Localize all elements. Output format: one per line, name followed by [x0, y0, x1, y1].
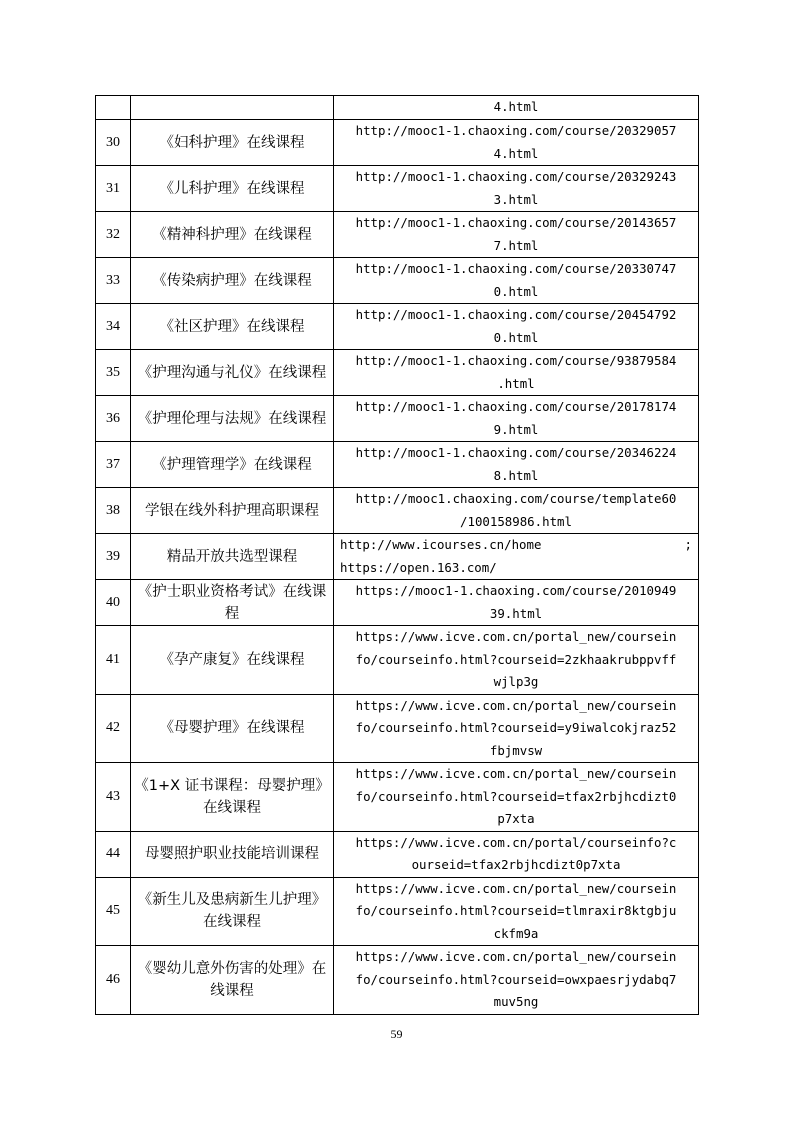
course-url — [334, 396, 699, 442]
url-line: fo/courseinfo.html?courseid=owxpaesrjydabq7 — [355, 971, 677, 987]
url-line: fo/courseinfo.html?courseid=y9iwalcokjraz52 — [355, 720, 677, 735]
row-number: 44 — [96, 831, 131, 877]
course-url — [334, 258, 699, 304]
url-line: http://mooc1-1.chaoxing.com/course/20178174 — [355, 399, 677, 414]
url-line: http://mooc1-1.chaoxing.com/course/20329057 — [355, 123, 677, 138]
url-line: https://www.icve.com.cn/portal/courseinfo?c — [355, 834, 677, 850]
table-row — [96, 442, 699, 488]
url-line: fo/courseinfo.html?courseid=tfax2rbjhcdizt0 — [355, 788, 677, 804]
table-row — [96, 946, 699, 1015]
url-line: https://www.icve.com.cn/portal_new/coursein — [355, 766, 677, 781]
course-name: 《新生儿及患病新生儿护理》在线课程 — [131, 877, 334, 946]
table-row — [96, 626, 699, 695]
url-line: http://mooc1-1.chaoxing.com/course/20143657 — [355, 215, 677, 230]
row-number: 30 — [96, 120, 131, 166]
course-name: 《传染病护理》在线课程 — [131, 258, 334, 304]
row-number: 46 — [96, 946, 131, 1015]
table-row — [96, 488, 699, 534]
url-line: https://open.163.com/ — [340, 559, 497, 575]
course-table — [95, 95, 699, 1015]
row-number: 41 — [96, 626, 131, 695]
url-line: 0.html — [493, 329, 539, 345]
row-number: 45 — [96, 877, 131, 946]
course-name: 《儿科护理》在线课程 — [131, 166, 334, 212]
course-url — [334, 580, 699, 626]
course-name: 《妇科护理》在线课程 — [131, 120, 334, 166]
table-row — [96, 166, 699, 212]
url-line: https://www.icve.com.cn/portal_new/coursein — [355, 949, 677, 964]
url-line: wjlp3g — [493, 674, 539, 689]
table-row — [96, 534, 699, 580]
course-url — [334, 442, 699, 488]
url-line: 8.html — [493, 467, 539, 483]
course-name — [131, 96, 334, 120]
row-number: 39 — [96, 534, 131, 580]
url-line: https://www.icve.com.cn/portal_new/coursein — [355, 880, 677, 896]
course-name: 学银在线外科护理高职课程 — [131, 488, 334, 534]
url-line: /100158986.html — [460, 513, 572, 529]
url-line: http://mooc1-1.chaoxing.com/course/20330747 — [355, 261, 677, 276]
row-number: 43 — [96, 763, 131, 832]
course-url — [334, 763, 699, 832]
url-line: http://mooc1-1.chaoxing.com/course/93879584 — [355, 353, 677, 368]
table-row — [96, 763, 699, 832]
url-line: http://mooc1-1.chaoxing.com/course/20346224 — [355, 445, 677, 460]
table-row — [96, 96, 699, 120]
url-line: https://www.icve.com.cn/portal_new/coursein — [355, 697, 677, 713]
course-name: 《社区护理》在线课程 — [131, 304, 334, 350]
table-row — [96, 304, 699, 350]
course-name: 《孕产康复》在线课程 — [131, 626, 334, 695]
url-line: 39.html — [489, 605, 543, 621]
row-number: 35 — [96, 350, 131, 396]
course-url — [334, 488, 699, 534]
row-number: 37 — [96, 442, 131, 488]
url-line: http://mooc1-1.chaoxing.com/course/20329243 — [355, 169, 677, 184]
url-line: .html — [497, 375, 535, 391]
course-url — [334, 350, 699, 396]
url-line: fo/courseinfo.html?courseid=2zkhaakrubppvff — [355, 651, 677, 667]
row-number: 31 — [96, 166, 131, 212]
url-line: 0.html — [493, 283, 539, 299]
url-line — [340, 534, 692, 557]
url-line: https://mooc1-1.chaoxing.com/course/2010949 — [355, 583, 677, 598]
course-name: 《母婴护理》在线课程 — [131, 694, 334, 763]
course-name: 《护理伦理与法规》在线课程 — [131, 396, 334, 442]
url-line: http://mooc1.chaoxing.com/course/template60 — [355, 491, 677, 506]
table-row — [96, 212, 699, 258]
url-line: fbjmvsw — [489, 742, 543, 758]
course-name: 精品开放共选型课程 — [131, 534, 334, 580]
table-row — [96, 580, 699, 626]
url-line: 4.html — [493, 145, 539, 161]
table-row — [96, 694, 699, 763]
course-url — [334, 96, 699, 120]
url-line: ckfm9a — [493, 925, 539, 941]
row-number: 40 — [96, 580, 131, 626]
table-row — [96, 258, 699, 304]
row-number: 42 — [96, 694, 131, 763]
url-line: 3.html — [493, 191, 539, 207]
course-url — [334, 120, 699, 166]
course-url — [334, 694, 699, 763]
course-name: 《精神科护理》在线课程 — [131, 212, 334, 258]
table-row — [96, 877, 699, 946]
url-line: http://mooc1-1.chaoxing.com/course/20454792 — [355, 307, 677, 322]
course-url — [334, 304, 699, 350]
row-number: 34 — [96, 304, 131, 350]
course-url — [334, 166, 699, 212]
table-row — [96, 831, 699, 877]
course-name: 《护士职业资格考试》在线课程 — [131, 580, 334, 626]
row-number: 32 — [96, 212, 131, 258]
url-line: ourseid=tfax2rbjhcdizt0p7xta — [411, 857, 621, 872]
table-row — [96, 396, 699, 442]
url-line: 7.html — [493, 237, 539, 253]
url-line: 9.html — [493, 421, 539, 437]
url-line: p7xta — [497, 811, 535, 826]
course-name: 母婴照护职业技能培训课程 — [131, 831, 334, 877]
row-number: 38 — [96, 488, 131, 534]
url-separator: ; — [684, 537, 692, 552]
course-name: 《护理管理学》在线课程 — [131, 442, 334, 488]
row-number — [96, 96, 131, 120]
course-name: 《婴幼儿意外伤害的处理》在线课程 — [131, 946, 334, 1015]
course-url — [334, 831, 699, 877]
course-url — [334, 946, 699, 1015]
url-segment: http://www.icourses.cn/home — [340, 537, 542, 552]
table-row — [96, 120, 699, 166]
course-name: 《1+X 证书课程：母婴护理》在线课程 — [131, 763, 334, 832]
course-url — [334, 626, 699, 695]
row-number: 33 — [96, 258, 131, 304]
course-name: 《护理沟通与礼仪》在线课程 — [131, 350, 334, 396]
url-line: https://www.icve.com.cn/portal_new/coursein — [355, 629, 677, 644]
page-number: 59 — [390, 1027, 403, 1041]
row-number: 36 — [96, 396, 131, 442]
table-row — [96, 350, 699, 396]
url-line: muv5ng — [493, 994, 539, 1009]
course-url — [334, 877, 699, 946]
url-line: 4.html — [493, 99, 539, 115]
course-url — [334, 534, 699, 580]
url-line: fo/courseinfo.html?courseid=tlmraxir8ktgbju — [355, 903, 677, 918]
course-url — [334, 212, 699, 258]
